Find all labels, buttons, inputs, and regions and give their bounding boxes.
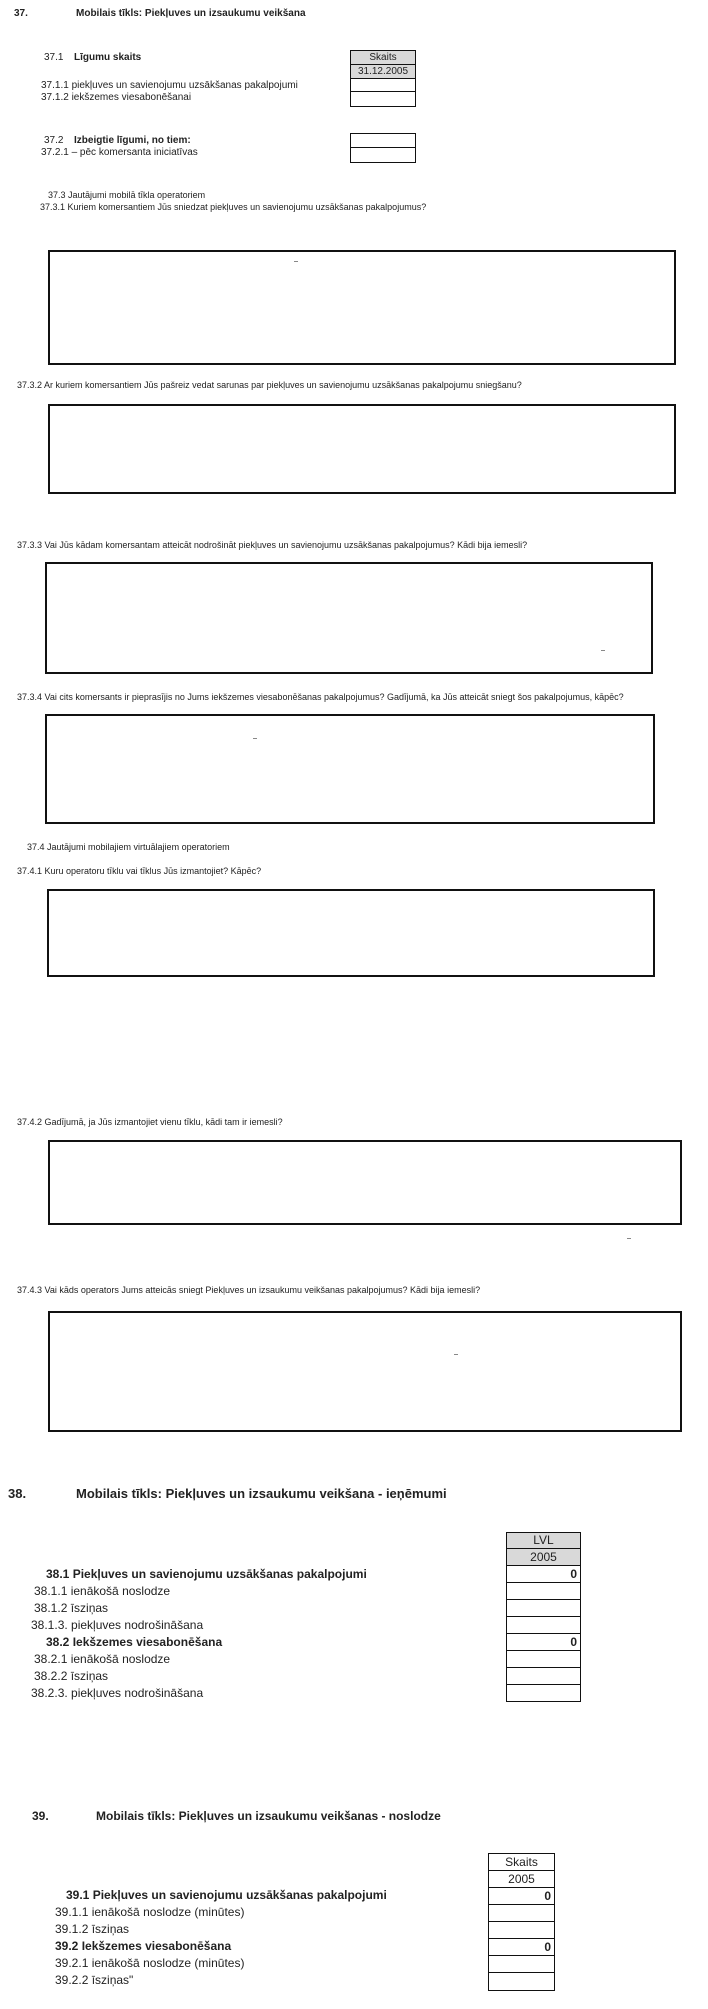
- value-39-1-1[interactable]: [489, 1905, 554, 1922]
- section-39-number: 39.: [32, 1809, 49, 1823]
- row-39-2-2-label: 39.2.2 īsziņas": [55, 1973, 134, 1987]
- answer-box-37-3-4[interactable]: [45, 714, 655, 824]
- date-header: 31.12.2005: [351, 65, 415, 79]
- row-38-2-1-label: 38.2.1 ienākošā noslodze: [34, 1652, 171, 1666]
- row-39-1-1-label: 39.1.1 ienākošā noslodze (minūtes): [55, 1905, 245, 1919]
- revenue-table-38: [506, 1532, 581, 1702]
- row-39-2-label: 39.2 Iekšzemes viesabonēšana: [55, 1939, 232, 1953]
- value-38-2[interactable]: 0: [507, 1634, 580, 1651]
- question-37-4-1: 37.4.1 Kuru operatoru tīklu vai tīklus Jūs izmantojiet? Kāpēc?: [17, 866, 262, 876]
- row-37-1-label: Līgumu skaits: [74, 52, 142, 63]
- row-38-1-label: 38.1 Piekļuves un savienojumu uzsākšanas pakalpojumi: [46, 1567, 367, 1581]
- question-37-3-4: 37.3.4 Vai cits komersants ir pieprasījis no Jums iekšzemes viesabonēšanas pakalpojumus? Gadījumā, ka Jūs atteicāt sniegt šos pakalpojumus, kāpēc?: [17, 692, 624, 702]
- row-38-2-3-label: 38.2.3. piekļuves nodrošināšana: [31, 1686, 204, 1700]
- value-37-1-2[interactable]: [351, 92, 415, 105]
- row-37-2-number: 37.2: [44, 135, 64, 146]
- row-37-1-number: 37.1: [44, 52, 64, 63]
- value-38-1-3[interactable]: [507, 1617, 580, 1634]
- row-39-2-1-label: 39.2.1 ienākošā noslodze (minūtes): [55, 1956, 245, 1970]
- row-38-1-1-label: 38.1.1 ienākošā noslodze: [34, 1584, 171, 1598]
- question-37-4-2: 37.4.2 Gadījumā, ja Jūs izmantojiet vienu tīklu, kādi tam ir iemesli?: [17, 1117, 283, 1127]
- answer-box-37-4-2[interactable]: [48, 1140, 682, 1225]
- question-37-3-1: 37.3.1 Kuriem komersantiem Jūs sniedzat piekļuves un savienojumu uzsākšanas pakalpojumus?: [40, 202, 427, 212]
- value-39-2[interactable]: 0: [489, 1939, 554, 1956]
- row-38-1-3-label: 38.1.3. piekļuves nodrošināšana: [31, 1618, 204, 1632]
- value-39-2-2[interactable]: [489, 1973, 554, 1990]
- row-38-2-2-label: 38.2.2 īsziņas: [34, 1669, 109, 1683]
- count-table-37-1: [350, 50, 416, 107]
- value-37-2-1[interactable]: [351, 148, 415, 161]
- currency-header: LVL: [507, 1533, 580, 1549]
- traffic-table-39: [488, 1853, 555, 1991]
- answer-box-37-3-1[interactable]: [48, 250, 676, 365]
- count-table-37-2: [350, 133, 416, 163]
- value-38-2-1[interactable]: [507, 1651, 580, 1668]
- answer-box-37-3-2[interactable]: [48, 404, 676, 494]
- count-header-39: Skaits: [489, 1854, 554, 1871]
- answer-box-37-3-3[interactable]: [45, 562, 653, 674]
- row-37-2-1-label: 37.2.1 – pēc komersanta iniciatīvas: [41, 147, 198, 158]
- question-37-3-2: 37.3.2 Ar kuriem komersantiem Jūs pašreiz vedat sarunas par piekļuves un savienojumu uzsākšanas pakalpojumu sniegšanu?: [17, 380, 522, 390]
- subsection-37-3-label: 37.3 Jautājumi mobilā tīkla operatoriem: [48, 190, 206, 200]
- section-39-title: Mobilais tīkls: Piekļuves un izsaukumu veikšanas - noslodze: [96, 1809, 441, 1823]
- row-38-1-2-label: 38.1.2 īsziņas: [34, 1601, 109, 1615]
- value-38-1-2[interactable]: [507, 1600, 580, 1617]
- value-38-1-1[interactable]: [507, 1583, 580, 1600]
- question-37-3-3: 37.3.3 Vai Jūs kādam komersantam atteicāt nodrošināt piekļuves un savienojumu uzsākšanas pakalpojumus? Kādi bija iemesli?: [17, 540, 528, 550]
- value-38-2-3[interactable]: [507, 1685, 580, 1702]
- year-header-39: 2005: [489, 1871, 554, 1888]
- section-37-title: Mobilais tīkls: Piekļuves un izsaukumu veikšana: [76, 8, 306, 19]
- value-39-2-1[interactable]: [489, 1956, 554, 1973]
- subsection-37-4-label: 37.4 Jautājumi mobilajiem virtuālajiem operatoriem: [27, 842, 230, 852]
- section-38-number: 38.: [8, 1486, 27, 1501]
- year-header: 2005: [507, 1549, 580, 1566]
- row-39-1-2-label: 39.1.2 īsziņas: [55, 1922, 130, 1936]
- row-39-1-label: 39.1 Piekļuves un savienojumu uzsākšanas pakalpojumi: [66, 1888, 387, 1902]
- value-38-2-2[interactable]: [507, 1668, 580, 1685]
- answer-box-37-4-1[interactable]: [47, 889, 655, 977]
- value-39-1-2[interactable]: [489, 1922, 554, 1939]
- row-37-2-label: Izbeigtie līgumi, no tiem:: [74, 135, 191, 146]
- count-header: Skaits: [351, 51, 415, 65]
- value-37-1-1[interactable]: [351, 79, 415, 92]
- section-37-number: 37.: [14, 8, 28, 19]
- value-39-1[interactable]: 0: [489, 1888, 554, 1905]
- row-37-1-2-label: 37.1.2 iekšzemes viesabonēšanai: [41, 92, 192, 103]
- value-37-2[interactable]: [351, 134, 415, 148]
- section-38-title: Mobilais tīkls: Piekļuves un izsaukumu veikšana - ieņēmumi: [76, 1486, 447, 1501]
- row-38-2-label: 38.2 Iekšzemes viesabonēšana: [46, 1635, 223, 1649]
- question-37-4-3: 37.4.3 Vai kāds operators Jums atteicās sniegt Piekļuves un izsaukumu veikšanas pakalpojumus? Kādi bija iemesli?: [17, 1285, 481, 1295]
- answer-box-37-4-3[interactable]: [48, 1311, 682, 1432]
- row-37-1-1-label: 37.1.1 piekļuves un savienojumu uzsākšanas pakalpojumi: [41, 80, 298, 91]
- value-38-1[interactable]: 0: [507, 1566, 580, 1583]
